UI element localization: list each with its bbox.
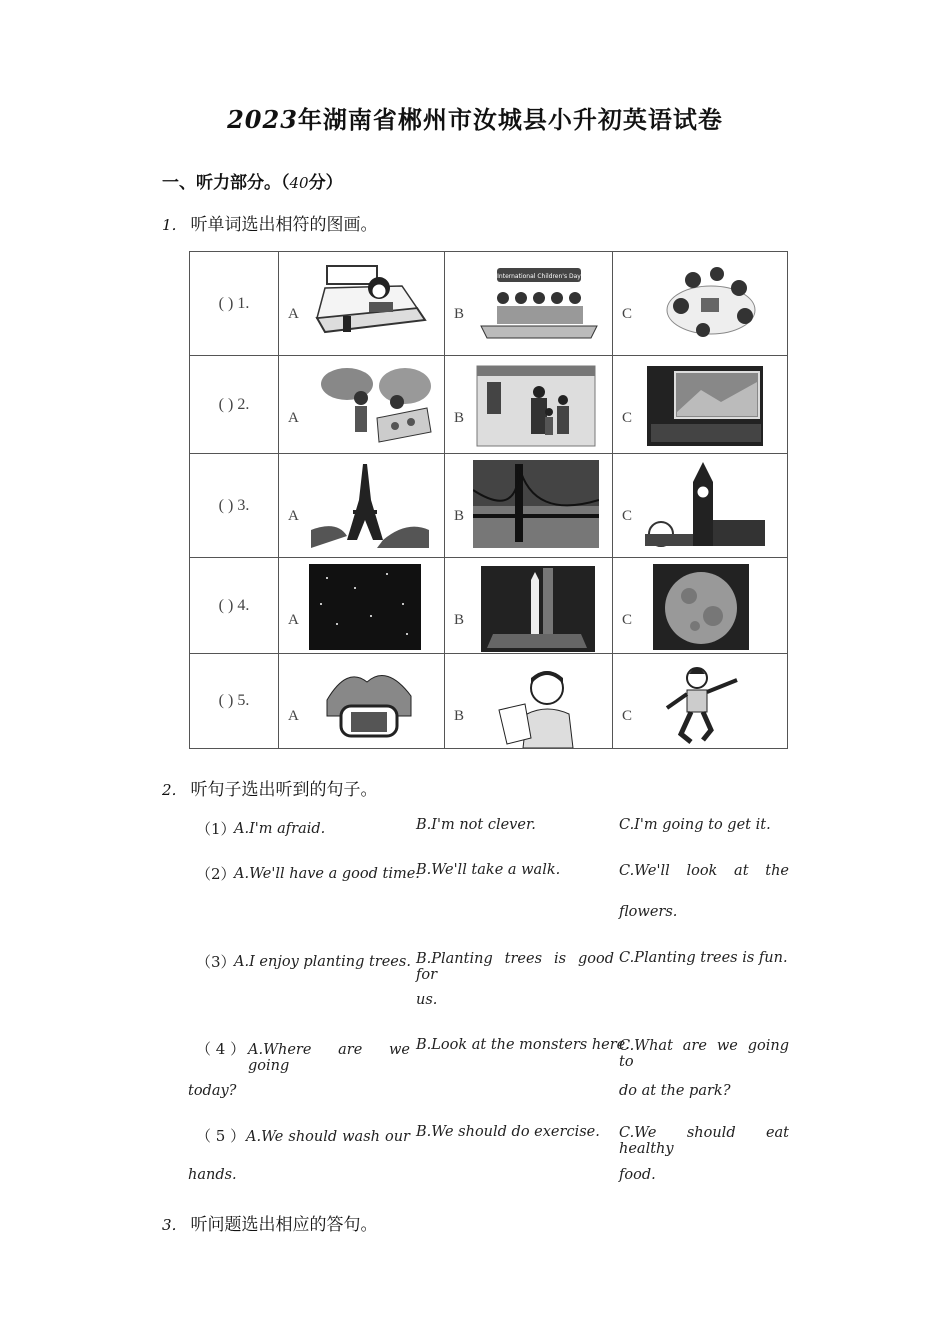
row-number: ( ) 3. — [190, 454, 279, 558]
option-c-cont: do at the park? — [619, 1083, 731, 1099]
option-cell[interactable]: C — [613, 654, 788, 749]
option-c: C.What are we going to — [619, 1038, 789, 1070]
option-a: A.We'll have a good time. — [234, 866, 420, 882]
item-number: （2） — [196, 865, 236, 883]
childrens-day-picture — [473, 258, 599, 346]
option-cell[interactable]: A — [279, 356, 445, 454]
park-walk-picture — [307, 362, 433, 450]
option-cell[interactable]: B International Children's Day — [445, 252, 613, 356]
option-cell[interactable]: C — [613, 356, 788, 454]
option-a: A.Where are we going — [248, 1042, 410, 1074]
option-b: B.Look at the monsters here. — [416, 1037, 630, 1053]
big-ben-picture — [641, 460, 767, 548]
section-score: 40 — [289, 174, 309, 192]
option-cell[interactable]: A — [279, 558, 445, 654]
moon-picture — [641, 564, 767, 652]
svg-text:International Children's Day: International Children's Day — [497, 273, 581, 280]
bed-reading-picture — [307, 258, 433, 346]
option-b: B.I'm not clever. — [416, 817, 536, 833]
children-circle-picture — [641, 258, 767, 346]
title-year: 2023 — [227, 105, 298, 134]
table-row — [190, 454, 788, 558]
option-cell[interactable]: B — [445, 558, 613, 654]
option-cell[interactable]: C — [613, 454, 788, 558]
section-heading: 一、听力部分。（40分） — [162, 173, 343, 193]
shopping-mall-picture — [473, 362, 599, 450]
option-a: A.We should wash our — [246, 1129, 410, 1145]
option-c: C.I'm going to get it. — [619, 817, 771, 833]
option-cell[interactable]: A — [279, 654, 445, 749]
option-cell[interactable]: C — [613, 252, 788, 356]
option-cell[interactable]: B — [445, 654, 613, 749]
item-number: （3） — [196, 953, 236, 971]
cinema-screen-picture — [641, 362, 767, 450]
starry-sky-picture — [307, 564, 433, 652]
golden-gate-bridge-picture — [473, 460, 599, 548]
question-2-heading: 2． 听句子选出听到的句子。 — [162, 780, 378, 800]
option-b: B.We'll take a walk. — [416, 862, 561, 878]
option-c: C.We should eat healthy — [619, 1125, 789, 1157]
option-a: A.I'm afraid. — [234, 821, 326, 837]
row-number: ( ) 4. — [190, 558, 279, 654]
page-title — [0, 100, 950, 135]
row-number: ( ) 5. — [190, 654, 279, 749]
boy-dancing-picture — [641, 660, 767, 748]
option-cell[interactable]: A — [279, 454, 445, 558]
option-c-cont: food. — [619, 1167, 656, 1183]
option-c: C.Planting trees is fun. — [619, 950, 788, 966]
question-3-heading: 3． 听问题选出相应的答句。 — [162, 1215, 378, 1235]
option-cell[interactable]: B — [445, 356, 613, 454]
option-b: B.We should do exercise. — [416, 1124, 600, 1140]
option-c-cont: flowers. — [619, 904, 678, 920]
picture-table — [189, 251, 788, 749]
option-cell[interactable]: A — [279, 252, 445, 356]
table-row — [190, 558, 788, 654]
row-number: ( ) 2. — [190, 356, 279, 454]
question-1-heading: 1． 听单词选出相符的图画。 — [162, 215, 378, 235]
option-a-cont: today? — [188, 1083, 237, 1099]
rocket-launch-picture — [473, 564, 599, 652]
table-row — [190, 356, 788, 454]
option-b-cont: us. — [416, 992, 438, 1008]
title-text: 年湖南省郴州市汝城县小升初英语试卷 — [297, 106, 723, 134]
option-b: B.Planting trees is good for — [416, 951, 614, 983]
option-a-cont: hands. — [188, 1167, 237, 1183]
item-number: （ 5 ） — [196, 1127, 246, 1145]
item-number: （ 4 ） — [196, 1040, 246, 1058]
option-cell[interactable]: C — [613, 558, 788, 654]
table-row — [190, 252, 788, 356]
option-cell[interactable]: B — [445, 454, 613, 558]
table-row — [190, 654, 788, 749]
eiffel-tower-picture — [307, 460, 433, 548]
option-a: A.I enjoy planting trees. — [234, 954, 411, 970]
take-photo-picture — [307, 660, 433, 748]
item-number: （1） — [196, 820, 236, 838]
boy-reading-picture — [473, 660, 599, 748]
option-c: C.We'll look at the — [619, 863, 789, 879]
row-number: ( ) 1. — [190, 252, 279, 356]
